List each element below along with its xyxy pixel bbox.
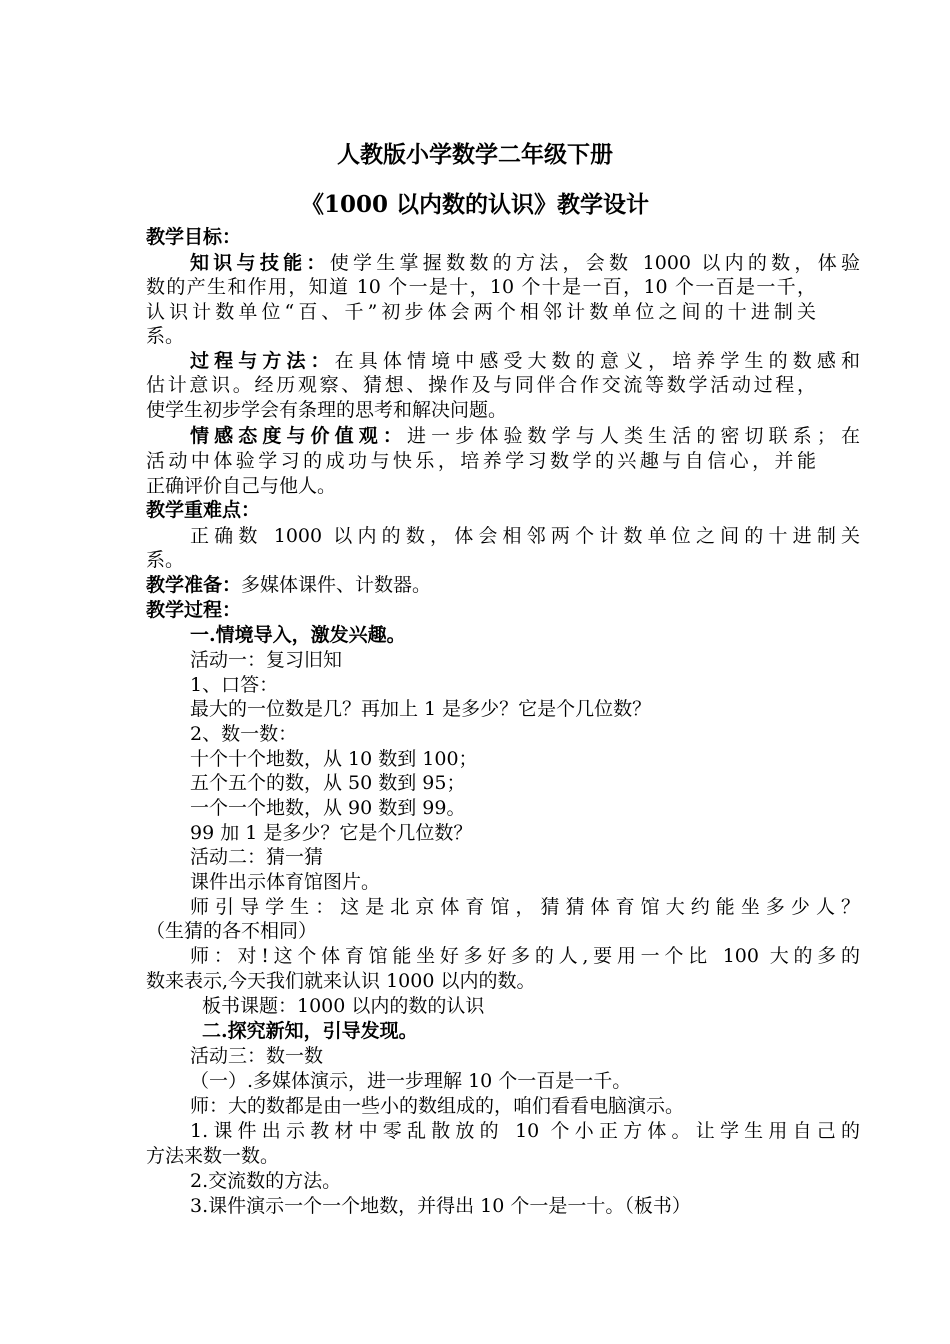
goals-heading: 教学目标： bbox=[146, 226, 242, 248]
multimedia-demo: （一）.多媒体演示，进一步理解 10 个一百是一千。 bbox=[190, 1070, 632, 1092]
activity-1: 活动一：复习旧知 bbox=[190, 649, 343, 671]
step-1-line-2: 方法来数一数。 bbox=[146, 1145, 280, 1167]
process-line-1: 过程与方法：在具体情境中感受大数的意义，培养学生的数感和 bbox=[190, 350, 860, 372]
count-item-2: 五个五个的数，从 50 数到 95； bbox=[190, 772, 466, 794]
skills-line-1: 知识与技能：使学生掌握数数的方法，会数 1000 以内的数，体验 bbox=[190, 252, 860, 274]
skills-line-4: 系。 bbox=[146, 325, 185, 347]
oral-question: 最大的一位数是几？再加上 1 是多少？它是个几位数？ bbox=[190, 698, 652, 720]
attitude-line-2: 活动中体验学习的成功与快乐，培养学习数学的兴趣与自信心，并能 bbox=[146, 450, 816, 472]
section-2-heading: 二.探究新知，引导发现。 bbox=[202, 1020, 418, 1042]
process-line-3: 使学生初步学会有条理的思考和解决问题。 bbox=[146, 399, 508, 421]
document-subtitle: 《1000 以内数的认识》教学设计 bbox=[300, 191, 650, 218]
skills-line-2: 数的产生和作用，知道 10 个一是十，10 个十是一百，10 个一百是一千， bbox=[146, 276, 816, 298]
key-points-line-2: 系。 bbox=[146, 549, 185, 571]
preparation-label: 教学准备： bbox=[146, 574, 242, 596]
activity-3: 活动三：数一数 bbox=[190, 1045, 324, 1067]
step-2: 2.交流数的方法。 bbox=[190, 1170, 342, 1192]
teacher-guide-2: （生猜的各不相同） bbox=[146, 920, 318, 942]
section-1-heading: 一.情境导入，激发兴趣。 bbox=[190, 624, 406, 646]
step-1-line-1: 1.课件出示教材中零乱散放的 10 个小正方体。让学生用自己的 bbox=[190, 1120, 860, 1142]
teacher-speech-1: 师：对!这个体育馆能坐好多好多的人,要用一个比 100 大的多的 bbox=[190, 945, 860, 967]
teacher-guide-1: 师引导学生：这是北京体育馆，猜猜体育馆大约能坐多少人？ bbox=[190, 896, 860, 918]
activity-2: 活动二：猜一猜 bbox=[190, 846, 324, 868]
oral-question-title: 1、口答： bbox=[190, 674, 279, 696]
procedure-heading: 教学过程： bbox=[146, 599, 242, 621]
teacher-speech-2: 数来表示,今天我们就来认识 1000 以内的数。 bbox=[146, 970, 536, 992]
key-points-line-1: 正确数 1000 以内的数，体会相邻两个计数单位之间的十进制关 bbox=[190, 525, 860, 547]
teacher-explain: 师：大的数都是由一些小的数组成的，咱们看看电脑演示。 bbox=[190, 1095, 685, 1117]
board-title: 板书课题：1000 以内的数的认识 bbox=[202, 995, 485, 1017]
process-line-2: 估计意识。经历观察、猜想、操作及与同伴合作交流等数学活动过程， bbox=[146, 374, 816, 396]
skills-line-3: 认识计数单位“百、千”初步体会两个相邻计数单位之间的十进制关 bbox=[146, 301, 816, 323]
attitude-label: 情感态度与价值观： bbox=[190, 425, 407, 447]
count-item-3: 一个一个地数，从 90 数到 99。 bbox=[190, 797, 466, 819]
count-title: 2、数一数： bbox=[190, 723, 298, 745]
key-points-heading: 教学重难点： bbox=[146, 499, 261, 521]
document-title: 人教版小学数学二年级下册 bbox=[337, 141, 613, 168]
step-3: 3.课件演示一个一个地数，并得出 10 个一是一十。（板书） bbox=[190, 1195, 691, 1217]
courseware-show: 课件出示体育馆图片。 bbox=[190, 871, 381, 893]
attitude-line-3: 正确评价自己与他人。 bbox=[146, 475, 337, 497]
count-item-1: 十个十个地数，从 10 数到 100； bbox=[190, 748, 478, 770]
attitude-line-1: 情感态度与价值观：进一步体验数学与人类生活的密切联系；在 bbox=[190, 425, 860, 447]
skills-label: 知识与技能： bbox=[190, 252, 330, 274]
preparation-line: 教学准备：多媒体课件、计数器。 bbox=[146, 574, 432, 596]
count-question: 99 加 1 是多少？它是个几位数？ bbox=[190, 822, 473, 844]
process-label: 过程与方法： bbox=[190, 350, 335, 372]
